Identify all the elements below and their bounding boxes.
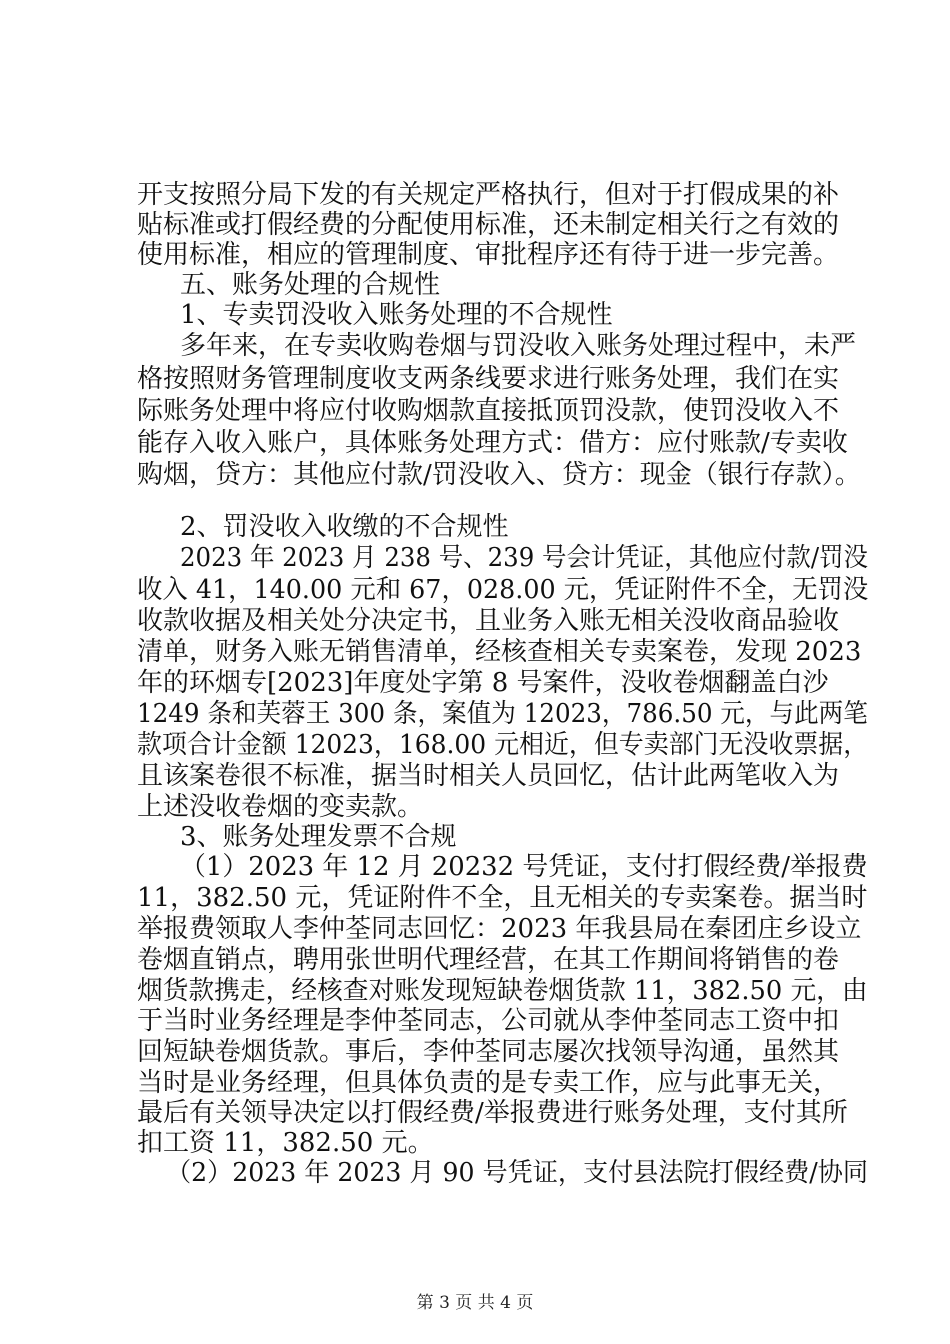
text-line: 上述没收卷烟的变卖款。 xyxy=(137,792,424,822)
page-footer: 第 3 页 共 4 页 xyxy=(416,1293,534,1313)
text-line: 2023 年 2023 月 238 号、239 号会计凭证，其他应付款/罚没 xyxy=(180,543,868,573)
text-line: 当时是业务经理，但具体负责的是专卖工作，应与此事无关， xyxy=(137,1068,840,1098)
text-line: 11，382.50 元，凭证附件不全，且无相关的专卖案卷。据当时 xyxy=(137,883,868,913)
text-line: 收款收据及相关处分决定书，且业务入账无相关没收商品验收 xyxy=(137,606,840,636)
subsection-heading: 3、账务处理发票不合规 xyxy=(180,822,457,852)
text-line: 举报费领取人李仲荃同志回忆：2023 年我县局在秦团庄乡设立 xyxy=(137,914,862,944)
text-line: 卷烟直销点，聘用张世明代理经营，在其工作期间将销售的卷 xyxy=(137,945,840,975)
text-line: 开支按照分局下发的有关规定严格执行，但对于打假成果的补 xyxy=(137,180,840,210)
text-line: （2）2023 年 2023 月 90 号凭证，支付县法院打假经费/协同 xyxy=(166,1158,869,1188)
text-line: 烟货款携走，经核查对账发现短缺卷烟货款 11，382.50 元，由 xyxy=(137,976,868,1006)
text-line: 年的环烟专[2023]年度处字第 8 号案件，没收卷烟翻盖白沙 xyxy=(137,668,829,698)
text-line: 格按照财务管理制度收支两条线要求进行账务处理，我们在实 xyxy=(137,364,840,394)
text-line: 于当时业务经理是李仲荃同志，公司就从李仲荃同志工资中扣 xyxy=(137,1006,840,1036)
text-line: 清单，财务入账无销售清单，经核查相关专卖案卷，发现 2023 xyxy=(137,637,862,667)
section-heading: 五、账务处理的合规性 xyxy=(180,270,441,300)
text-line: 使用标准，相应的管理制度、审批程序还有待于进一步完善。 xyxy=(137,240,840,270)
text-line: 1249 条和芙蓉王 300 条，案值为 12023，786.50 元，与此两笔 xyxy=(137,699,868,729)
subsection-heading: 2、罚没收入收缴的不合规性 xyxy=(180,512,509,542)
text-line: 回短缺卷烟货款。事后，李仲荃同志屡次找领导沟通，虽然其 xyxy=(137,1037,840,1067)
text-line: 且该案卷很不标准，据当时相关人员回忆，估计此两笔收入为 xyxy=(137,761,840,791)
text-line: 收入 41，140.00 元和 67，028.00 元，凭证附件不全，无罚没 xyxy=(137,575,869,605)
text-line: 款项合计金额 12023，168.00 元相近，但专卖部门无没收票据， xyxy=(137,730,869,760)
text-line: 多年来，在专卖收购卷烟与罚没收入账务处理过程中，未严 xyxy=(180,331,857,361)
text-line: 最后有关领导决定以打假经费/举报费进行账务处理，支付其所 xyxy=(137,1098,848,1128)
subsection-heading: 1、专卖罚没收入账务处理的不合规性 xyxy=(180,300,613,330)
text-line: 扣工资 11，382.50 元。 xyxy=(137,1128,434,1158)
text-line: 能存入收入账户，具体账务处理方式：借方：应付账款/专卖收 xyxy=(137,428,848,458)
text-line: 贴标准或打假经费的分配使用标准，还未制定相关行之有效的 xyxy=(137,210,840,240)
text-line: 际账务处理中将应付收购烟款直接抵顶罚没款，使罚没收入不 xyxy=(137,396,840,426)
text-line: （1）2023 年 12 月 20232 号凭证，支付打假经费/举报费 xyxy=(180,852,868,882)
text-line: 购烟，贷方：其他应付款/罚没收入、贷方：现金（银行存款）。 xyxy=(137,460,861,490)
